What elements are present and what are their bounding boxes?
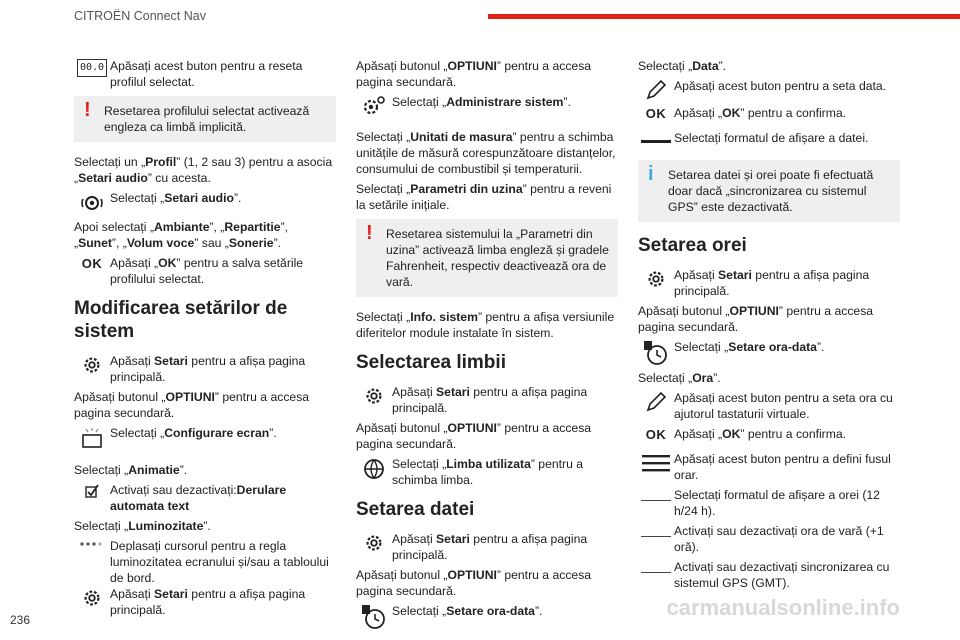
gps-sync-item: Activați sau dezactivați sincronizarea cu sistemul GPS (GMT). [638, 559, 900, 591]
options-instruction: Apăsați butonul „OPTIUNI” pentru a accesa pagina secundară. [356, 59, 592, 89]
warning-note-text: Resetarea profilului selectat activează engleza ca limbă implicită. [104, 104, 310, 134]
column-3 [638, 58, 900, 595]
ok-button[interactable]: OK [645, 106, 667, 121]
gear-icon[interactable] [645, 268, 667, 290]
datetime-item: Selectați „Setare ora-data”. [356, 603, 618, 630]
warning-icon: ! [366, 222, 373, 244]
profile-instruction: Selectați un „Profil” (1, 2 sau 3) pentru a asocia „Setari audio” cu acesta. [74, 155, 333, 185]
watermark: carmanualsonline.info [666, 595, 900, 620]
info-note [638, 160, 900, 222]
checkbox-icon[interactable] [84, 483, 100, 499]
set-date-item: Apăsați acest buton pentru a seta data. [638, 78, 900, 101]
settings-item: Apăsați Setari pentru a afișa pagina principală. [356, 384, 618, 416]
section-heading-date: Setarea datei [356, 499, 475, 520]
pencil-icon[interactable] [645, 391, 667, 413]
settings-item: Apăsați Setari pentru a afișa pagina principală. [74, 353, 336, 385]
admin-system-item: Selectați „Administrare sistem”. [356, 94, 618, 117]
reset-profile-text: Apăsați acest buton pentru a reseta profilul selectat. [110, 59, 303, 89]
date-instruction: Selectați „Data”. [638, 59, 727, 73]
column-1 [74, 58, 336, 622]
page-header-title: CITROËN Connect Nav [74, 9, 206, 23]
options-instruction-2: Apăsați butonul „OPTIUNI” pentru a accesa pagina secundară. [356, 421, 592, 451]
ok-button[interactable]: OK [81, 256, 103, 271]
summer-time-item: Activați sau dezactivați ora de vară (+1 oră). [638, 523, 900, 555]
units-instruction: Selectați „Unitati de masura” pentru a schimba unitățile de măsură corespunzătoare distanțelor, consumului de combustibil și temperaturii. [356, 130, 616, 176]
system-info-instruction: Selectați „Info. sistem” pentru a afișa versiunile diferitelor module instalate în sistem. [356, 310, 615, 340]
brightness-slider-item [74, 538, 336, 586]
datetime-item: Selectați „Setare ora-data”. [638, 339, 900, 366]
factory-instruction: Selectați „Parametri din uzina” pentru a reveni la setările inițiale. [356, 182, 612, 212]
section-heading-language: Selectarea limbii [356, 352, 506, 373]
section-heading-system: Modificarea setărilor de sistem [74, 298, 288, 342]
options-instruction: Apăsați butonul „OPTIUNI” pentru a accesa pagina secundară. [74, 390, 310, 420]
section-heading-time: Setarea orei [638, 235, 747, 256]
animation-instruction: Selectați „Animatie”. [74, 463, 188, 477]
options-instruction-3: Apăsați butonul „OPTIUNI” pentru a accesa pagina secundară. [356, 568, 592, 598]
pencil-icon[interactable] [645, 79, 667, 101]
info-icon: i [648, 163, 654, 185]
warning-note [356, 219, 618, 297]
audio-settings-icon[interactable] [80, 191, 104, 215]
gear-icon[interactable] [363, 385, 385, 407]
screen-config-icon[interactable] [80, 426, 104, 450]
ok-save-item: OK Apăsați „OK” pentru a salva setările profilului selectat. [81, 256, 304, 286]
time-instruction: Selectați „Ora”. [638, 371, 721, 385]
toggle-line-icon[interactable] [640, 488, 672, 508]
timezone-item: Apăsați acest buton pentru a defini fusul orar. [638, 451, 900, 483]
ok-button[interactable]: OK [645, 427, 667, 442]
date-format-item: Selectați formatul de afișare a datei. [638, 130, 900, 146]
auto-scroll-item: Activați sau dezactivați:Derulare automata text [74, 482, 336, 514]
clock-icon[interactable] [643, 340, 669, 366]
gear-icon[interactable] [81, 354, 103, 376]
header-accent-bar [488, 14, 960, 19]
ambiance-instruction: Apoi selectați „Ambiante”, „Repartitie”, „Sunet”, „Volum voce” sau „Sonerie”. [74, 220, 289, 250]
warning-icon: ! [84, 99, 91, 121]
ok-confirm-item: OK Apăsați „OK” pentru a confirma. [645, 106, 847, 121]
settings-item-2: Apăsați Setari pentru a afișa pagina principală. [74, 586, 336, 618]
page-number: 236 [10, 613, 31, 627]
gears-icon[interactable] [362, 95, 386, 117]
warning-note [74, 96, 336, 142]
format-line-icon[interactable] [640, 131, 672, 145]
brightness-text: Deplasați cursorul pentru a regla luminozitatea ecranului și/sau a tabloului de bord. [110, 539, 329, 585]
reset-profile-item [74, 58, 336, 90]
warning-note-text: Resetarea sistemului la „Parametri din uzina” activează limba engleză și gradele Fahrenheit, respectiv deactivează ora de vară. [386, 227, 609, 289]
settings-item-2: Apăsați Setari pentru a afișa pagina principală. [356, 531, 618, 563]
info-note-text: Setarea datei și orei poate fi efectuată doar dacă „sincronizarea cu sistemul GPS” este dezactivată. [668, 168, 874, 214]
options-instruction: Apăsați butonul „OPTIUNI” pentru a accesa pagina secundară. [638, 304, 874, 334]
ok-confirm-item-2: OK Apăsați „OK” pentru a confirma. [645, 427, 847, 442]
toggle-line-icon[interactable] [640, 524, 672, 544]
menu-icon[interactable] [641, 452, 671, 474]
gear-icon[interactable] [81, 587, 103, 609]
clock-icon[interactable] [361, 604, 387, 630]
settings-item: Apăsați Setari pentru a afișa pagina principală. [638, 267, 900, 299]
column-2 [356, 58, 618, 634]
audio-settings-item: Selectați „Setari audio”. [74, 190, 336, 215]
reset-counter-icon[interactable]: 00.0 [77, 59, 107, 77]
set-time-item: Apăsați acest buton pentru a seta ora cu ajutorul tastaturii virtuale. [638, 390, 900, 422]
slider-icon[interactable] [79, 539, 105, 549]
language-item: Selectați „Limba utilizata” pentru a schimba limba. [356, 456, 618, 488]
screen-config-item: Selectați „Configurare ecran”. [74, 425, 336, 450]
time-format-item: Selectați formatul de afișare a orei (12 h/24 h). [638, 487, 900, 519]
gear-icon[interactable] [363, 532, 385, 554]
toggle-line-icon[interactable] [640, 560, 672, 580]
language-icon[interactable] [362, 457, 386, 481]
brightness-instruction: Selectați „Luminozitate”. [74, 519, 211, 533]
